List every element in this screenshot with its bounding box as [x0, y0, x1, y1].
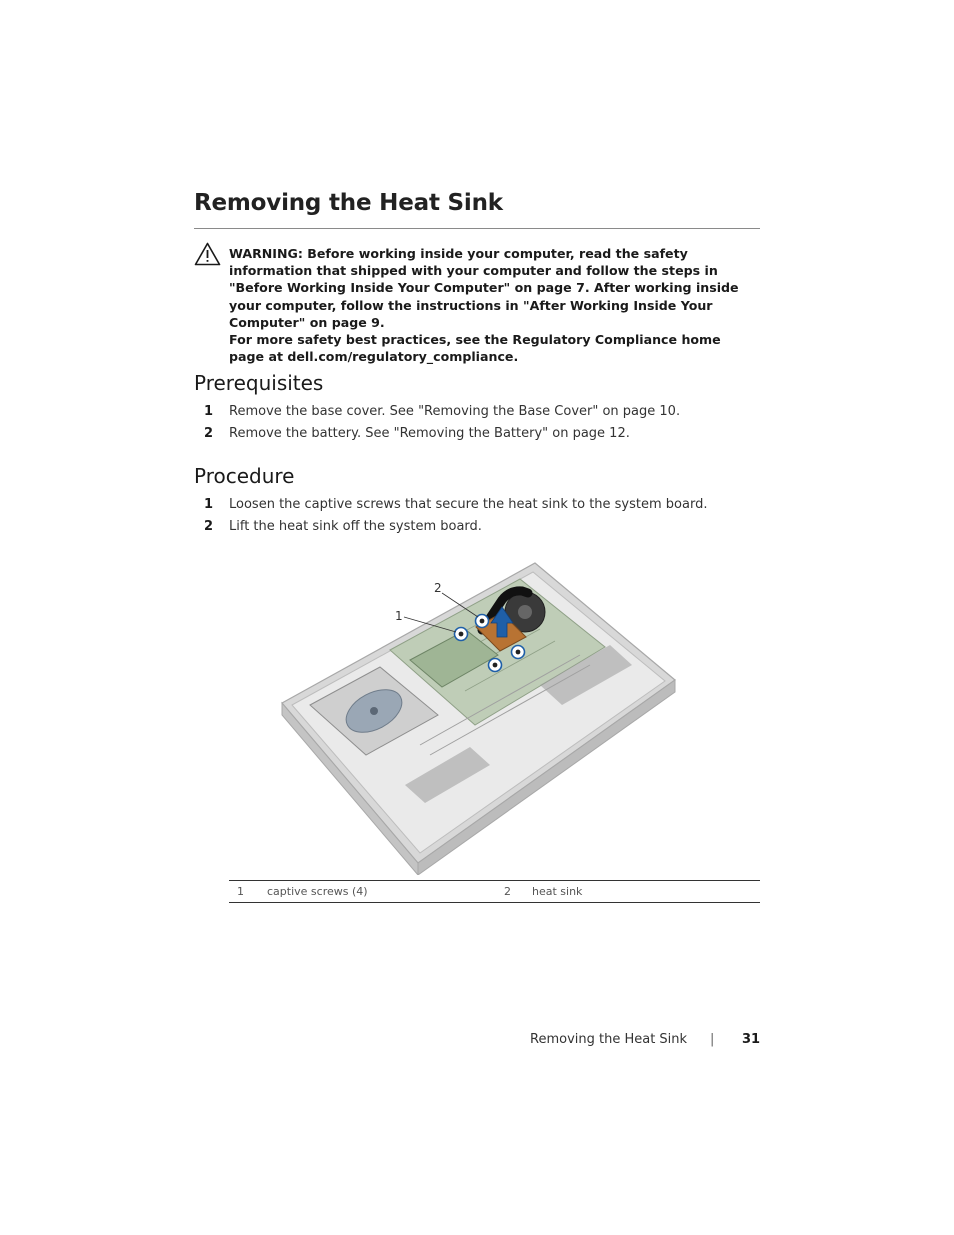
step-number: 2	[204, 519, 214, 534]
page-footer	[0, 1032, 954, 1052]
list-item	[194, 494, 760, 516]
page-number: 31	[742, 1032, 761, 1047]
page-title: Removing the Heat Sink	[194, 190, 503, 216]
callout-2: 2	[434, 581, 442, 595]
step-text: Loosen the captive screws that secure the heat sink to the system board.	[229, 497, 708, 512]
step-number: 2	[204, 426, 214, 441]
prerequisites-heading: Prerequisites	[194, 371, 324, 395]
step-number: 1	[204, 497, 214, 512]
step-number: 1	[204, 404, 214, 419]
list-item	[194, 516, 760, 538]
footer-title: Removing the Heat Sink	[530, 1032, 688, 1047]
warning-paragraph: WARNING: Before working inside your computer, read the safety information that shipped with your computer and follow the steps in "Before Working Inside Your Computer" on page 7. After working inside your computer, follow the instructions in "After Working Inside Your Computer" on page 9.	[229, 246, 739, 330]
step-text: Lift the heat sink off the system board.	[229, 519, 482, 534]
callout-1: 1	[395, 609, 403, 623]
legend-number: 2	[504, 885, 511, 898]
procedure-list	[194, 494, 760, 538]
warning-link-paragraph: For more safety best practices, see the Regulatory Compliance home page at dell.com/regulatory_compliance.	[229, 332, 721, 365]
step-text: Remove the base cover. See "Removing the Base Cover" on page 10.	[229, 404, 681, 419]
legend-number: 1	[237, 885, 244, 898]
warning-icon	[194, 242, 221, 266]
procedure-heading: Procedure	[194, 464, 295, 488]
list-item	[194, 423, 760, 445]
legend-label: heat sink	[532, 885, 583, 898]
figure-legend	[229, 880, 760, 903]
list-item	[194, 401, 760, 423]
legend-label: captive screws (4)	[267, 885, 368, 898]
heat-sink-illustration	[270, 555, 690, 875]
footer-separator: |	[710, 1032, 715, 1047]
warning-text	[229, 245, 760, 365]
title-rule	[194, 228, 760, 229]
step-text: Remove the battery. See "Removing the Battery" on page 12.	[229, 426, 630, 441]
prerequisites-list	[194, 401, 760, 445]
